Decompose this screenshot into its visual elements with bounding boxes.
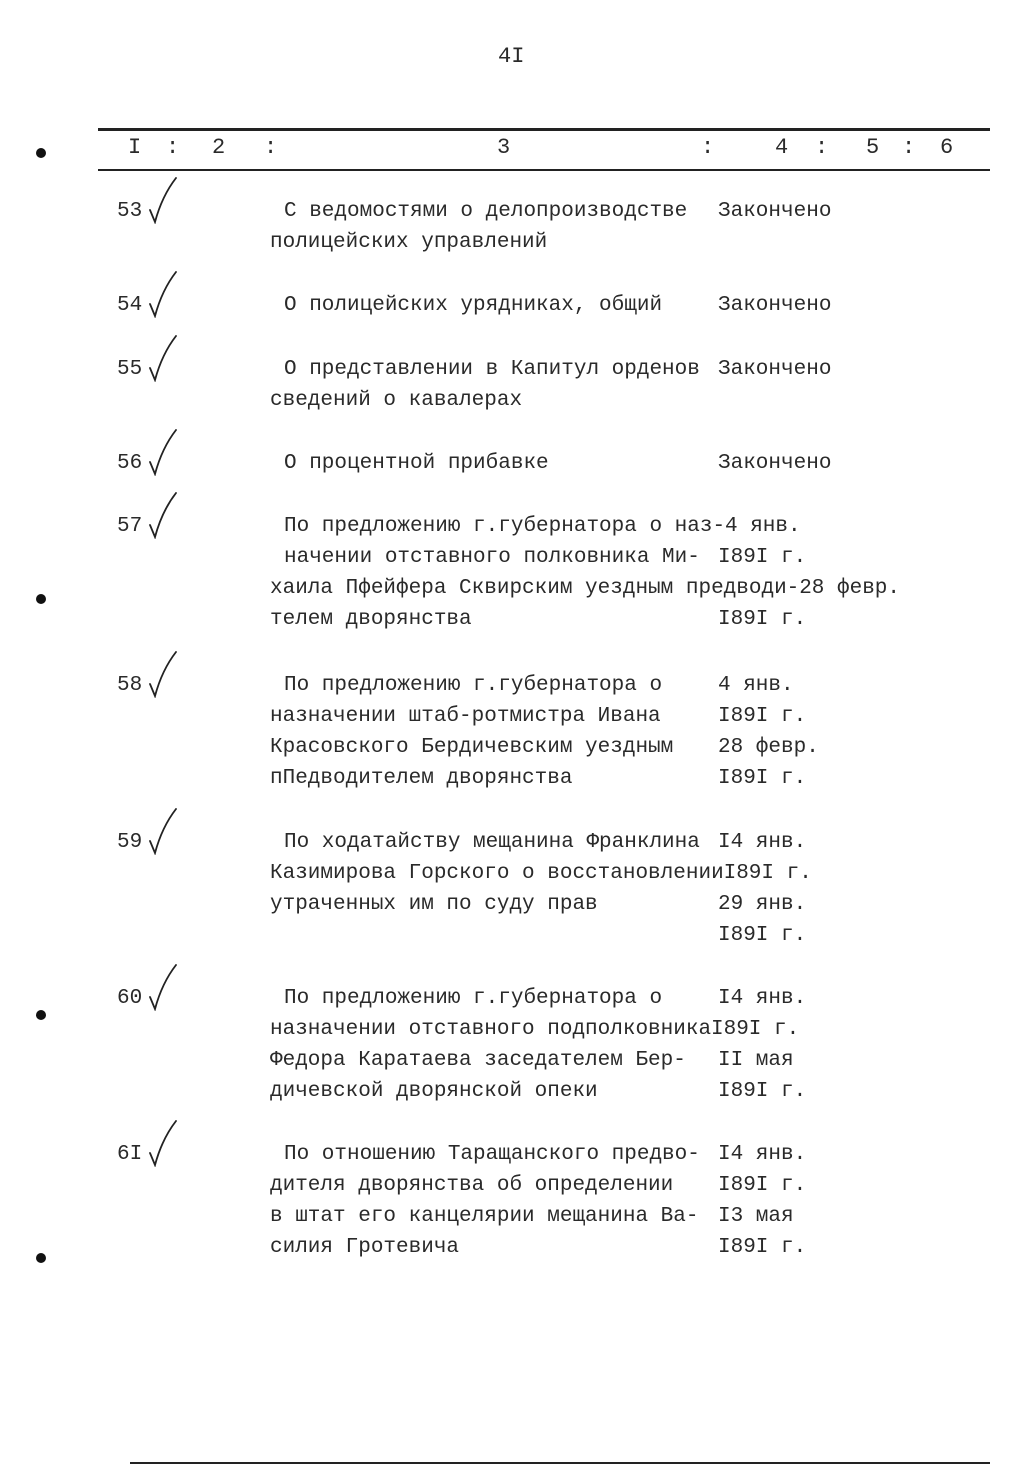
entry-title-line: По предложению г.губернатора о наз- [284,515,726,538]
entry-number: 57 [117,515,143,538]
entry-title-line: назначении штаб-ротмистра Ивана [270,705,661,728]
entry-date-status: I89I г. [718,705,807,728]
punch-hole [36,1010,46,1020]
entry-title-line: хаила Пфейфера Сквирским уездным предводи- [270,577,800,600]
entry-date-status: I89I г. [718,608,807,631]
column-separator: : [166,135,180,160]
entry-title-line: Красовского Бердичевским уездным [270,736,674,759]
entry-date-status: II мая [718,1049,794,1072]
checkmark-icon [146,268,182,318]
entry-date-status: I89I г. [711,1018,800,1041]
entry-number: 6I [117,1143,143,1166]
entry-date-status: Закончено [718,294,832,317]
entry-title-line: телем дворянства [270,608,472,631]
column-header: I [128,135,142,160]
entry-number: 55 [117,358,143,381]
entry-title-line: По предложению г.губернатора о [284,987,663,1010]
column-separator: : [701,135,715,160]
entry-title-line: Казимирова Горского о восстановлении [270,862,724,885]
page-number: 4I [498,44,525,69]
entry-title-line: силия Гротевича [270,1236,460,1259]
punch-hole [36,1253,46,1263]
column-separator: : [264,135,278,160]
entry-date-status: Закончено [718,358,832,381]
entry-title-line: С ведомостями о делопроизводстве [284,200,688,223]
column-header: 2 [212,135,226,160]
entry-number: 60 [117,987,143,1010]
entry-date-status: 28 февр. [799,577,901,600]
punch-hole [36,148,46,158]
header-top-rule [98,128,990,131]
checkmark-icon [146,1117,182,1167]
entry-title-line: утраченных им по суду прав [270,893,598,916]
entry-date-status: 28 февр. [718,736,819,759]
entry-title-line: По ходатайству мещанина Франклина [284,831,700,854]
punch-hole [36,594,46,604]
entry-number: 54 [117,294,143,317]
entry-title-line: О полицейских урядниках, общий [284,294,663,317]
entry-title-line: По предложению г.губернатора о [284,674,663,697]
entry-number: 53 [117,200,143,223]
checkmark-icon [146,648,182,698]
checkmark-icon [146,174,182,224]
entry-date-status: I89I г. [723,862,812,885]
entry-date-status: I89I г. [718,546,807,569]
entry-title-line: сведений о кавалерах [270,389,523,412]
column-separator: : [902,135,916,160]
entry-date-status: I89I г. [718,1236,807,1259]
entry-date-status: I89I г. [718,767,807,790]
entry-title-line: назначении отставного подполковника [270,1018,712,1041]
checkmark-icon [146,961,182,1011]
entry-title-line: в штат его канцелярии мещанина Ва- [270,1205,699,1228]
column-header: 4 [775,135,789,160]
column-separator: : [815,135,829,160]
entry-title-line: пПедводителем дворянства [270,767,573,790]
column-header: 5 [866,135,880,160]
entry-date-status: I4 янв. [718,831,807,854]
entry-title-line: начении отставного полковника Ми- [284,546,700,569]
entry-title-line: По отношению Таращанского предво- [284,1143,700,1166]
entry-date-status: I89I г. [718,1080,807,1103]
entry-title-line: полицейских управлений [270,231,548,254]
entry-date-status: I4 янв. [718,1143,807,1166]
entry-title-line: О процентной прибавке [284,452,549,475]
entry-date-status: I4 янв. [718,987,807,1010]
entry-date-status: Закончено [718,200,832,223]
entry-title-line: О представлении в Капитул орденов [284,358,700,381]
entry-date-status: 4 янв. [718,674,794,697]
checkmark-icon [146,332,182,382]
entry-date-status: I89I г. [718,1174,807,1197]
entry-date-status: I3 мая [718,1205,794,1228]
bottom-rule [130,1462,990,1464]
entry-number: 56 [117,452,143,475]
entry-number: 58 [117,674,143,697]
entry-date-status: 29 янв. [718,893,807,916]
entry-number: 59 [117,831,143,854]
header-bottom-rule [98,169,990,171]
checkmark-icon [146,489,182,539]
column-header: 3 [497,135,511,160]
entry-title-line: дичевской дворянской опеки [270,1080,598,1103]
checkmark-icon [146,805,182,855]
entry-date-status: I89I г. [718,924,807,947]
entry-date-status: Закончено [718,452,832,475]
entry-date-status: 4 янв. [725,515,801,538]
entry-title-line: дителя дворянства об определении [270,1174,674,1197]
entry-title-line: Федора Каратаева заседателем Бер- [270,1049,686,1072]
column-header: 6 [940,135,954,160]
checkmark-icon [146,426,182,476]
